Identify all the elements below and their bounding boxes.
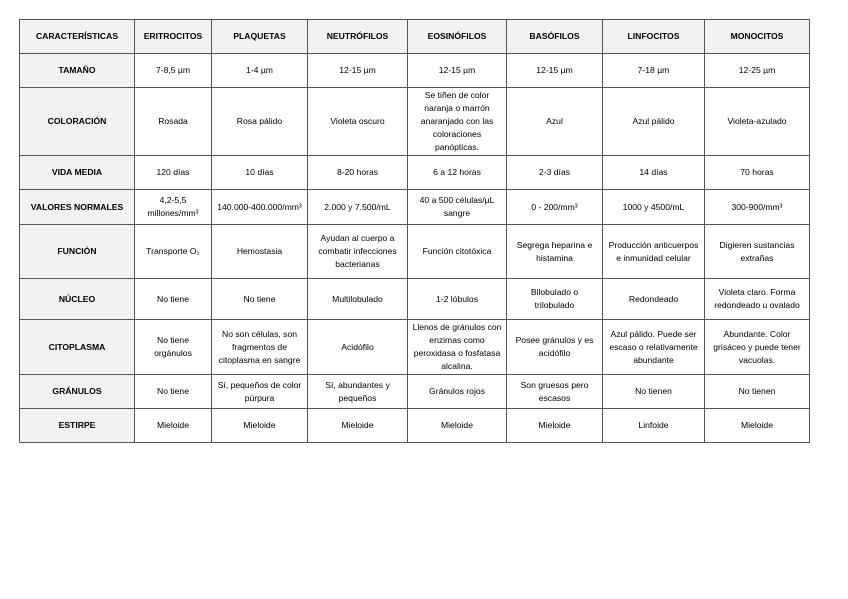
row-label: CITOPLASMA [20,320,135,375]
table-row-funcion [20,225,810,279]
table-cell: No tiene [135,279,212,320]
table-cell: No tienen [603,375,705,409]
table-cell: 1-4 µm [212,54,308,88]
row-label: GRÁNULOS [20,375,135,409]
table-cell: Digieren sustancias extrañas [705,225,810,279]
table-cell: Acidófilo [308,320,408,375]
table-cell: 40 a 500 células/µL sangre [408,190,507,225]
table-cell: 7-18 µm [603,54,705,88]
table-cell: 1-2 lóbulos [408,279,507,320]
table-cell: 12-25 µm [705,54,810,88]
row-label: FUNCIÓN [20,225,135,279]
table-cell: 120 días [135,156,212,190]
table-row-coloracion [20,88,810,156]
table-cell: Mieloide [135,409,212,443]
table-cell: Linfoide [603,409,705,443]
table-cell: 6 a 12 horas [408,156,507,190]
table-cell: Azul [507,88,603,156]
table-cell: 0 - 200/mm³ [507,190,603,225]
table-cell: 12-15 µm [507,54,603,88]
table-cell: Sí, pequeños de color púrpura [212,375,308,409]
header-plaquetas: PLAQUETAS [212,20,308,54]
table-cell: 1000 y 4500/mL [603,190,705,225]
table-cell: No tiene orgánulos [135,320,212,375]
row-label: VIDA MEDIA [20,156,135,190]
table-cell: Azul pálido. Puede ser escaso o relativamente abundante [603,320,705,375]
table-cell: Función citotóxica [408,225,507,279]
header-monocitos: MONOCITOS [705,20,810,54]
header-linfocitos: LINFOCITOS [603,20,705,54]
table-cell: Rosa pálido [212,88,308,156]
table-row-valores-normales [20,190,810,225]
table-cell: Transporte O₂ [135,225,212,279]
table-cell: 70 horas [705,156,810,190]
table-cell: Mieloide [507,409,603,443]
table-cell: Producción anticuerpos e inmunidad celular [603,225,705,279]
table-cell: 140.000-400.000/mm³ [212,190,308,225]
table-cell: No son células, son fragmentos de citoplasma en sangre [212,320,308,375]
table-cell: Mieloide [408,409,507,443]
table-cell: 300-900/mm³ [705,190,810,225]
table-cell: Llenos de gránulos con enzimas como peroxidasa o fosfatasa alcalina. [408,320,507,375]
header-neutrofilos: NEUTRÓFILOS [308,20,408,54]
table-cell: Ayudan al cuerpo a combatir infecciones bacterianas [308,225,408,279]
table-cell: 10 días [212,156,308,190]
table-cell: Son gruesos pero escasos [507,375,603,409]
header-row [20,20,810,54]
row-label: ESTIRPE [20,409,135,443]
header-caracteristicas: CARACTERÍSTICAS [20,20,135,54]
table-row-citoplasma [20,320,810,375]
table-cell: Multilobulado [308,279,408,320]
blood-cell-comparison-table [19,19,810,443]
table-cell: Hemostasia [212,225,308,279]
table-cell: Mieloide [212,409,308,443]
table-cell: Azul pálido [603,88,705,156]
table-cell: Violeta claro. Forma redondeado u ovalado [705,279,810,320]
table-cell: Segrega heparina e histamina [507,225,603,279]
table-cell: Mieloide [705,409,810,443]
table-cell: Sí, abundantes y pequeños [308,375,408,409]
table-cell: 2.000 y 7.500/mL [308,190,408,225]
table-cell: Abundante. Color grisáceo y puede tener vacuolas. [705,320,810,375]
row-label: NÚCLEO [20,279,135,320]
document-page [19,19,810,443]
table-cell: No tiene [135,375,212,409]
table-cell: 12-15 µm [408,54,507,88]
table-row-tamano [20,54,810,88]
table-cell: 12-15 µm [308,54,408,88]
table-cell: Se tiñen de color naranja o marrón anaranjado con las coloraciones panópticas. [408,88,507,156]
table-cell: No tiene [212,279,308,320]
table-cell: 7-8,5 µm [135,54,212,88]
row-label: VALORES NORMALES [20,190,135,225]
table-cell: Violeta oscuro [308,88,408,156]
table-cell: Redondeado [603,279,705,320]
table-row-granulos [20,375,810,409]
table-cell: Posee gránulos y es acidófilo [507,320,603,375]
table-row-nucleo [20,279,810,320]
table-cell: 14 días [603,156,705,190]
table-cell: Mieloide [308,409,408,443]
row-label: TAMAÑO [20,54,135,88]
header-eosinofilos: EOSINÓFILOS [408,20,507,54]
header-basofilos: BASÓFILOS [507,20,603,54]
table-cell: 4,2-5,5 millones/mm³ [135,190,212,225]
table-cell: Rosada [135,88,212,156]
row-label: COLORACIÓN [20,88,135,156]
table-cell: No tienen [705,375,810,409]
table-cell: Gránulos rojos [408,375,507,409]
table-cell: Bilobulado o trilobulado [507,279,603,320]
table-cell: 8-20 horas [308,156,408,190]
table-row-vida-media [20,156,810,190]
table-cell: Violeta-azulado [705,88,810,156]
header-eritrocitos: ERITROCITOS [135,20,212,54]
table-cell: 2-3 días [507,156,603,190]
table-row-estirpe [20,409,810,443]
